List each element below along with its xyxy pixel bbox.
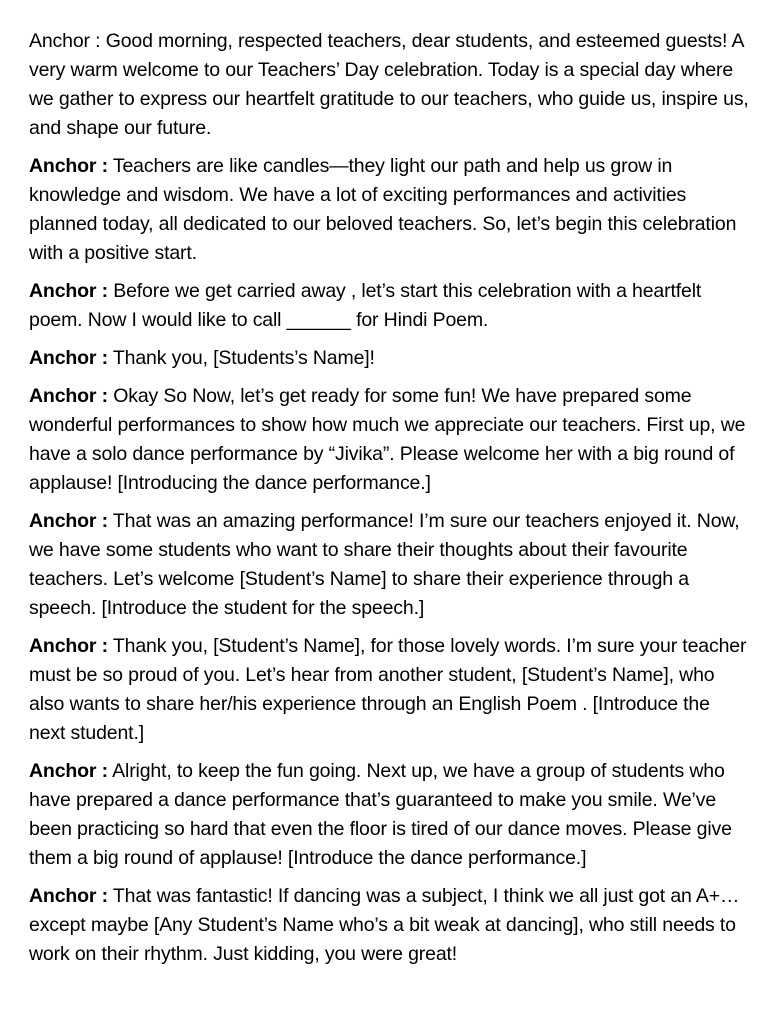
paragraph-6 <box>29 507 749 623</box>
speaker-label: Anchor : <box>29 30 101 52</box>
speaker-label: Anchor : <box>29 885 108 907</box>
speaker-label: Anchor : <box>29 280 108 302</box>
paragraph-9 <box>29 882 749 969</box>
speaker-label: Anchor : <box>29 347 108 369</box>
speaker-label: Anchor : <box>29 155 108 177</box>
paragraph-text: Okay So Now, let’s get ready for some fun! We have prepared some wonderful performances to show how much we appreciate our teachers. First up, we have a solo dance performance by “Jivika”. Please welcome her with a big round of applause! [Introducing the dance performance.] <box>29 385 746 494</box>
paragraph-text: Thank you, [Student’s Name], for those lovely words. I’m sure your teacher must be so proud of you. Let’s hear from another student, [Student’s Name], who also wants to share her/his experience through an English Poem . [Introduce the next student.] <box>29 635 747 744</box>
paragraph-text: Good morning, respected teachers, dear students, and esteemed guests! A very warm welcome to our Teachers’ Day celebration. Today is a special day where we gather to express our heartfelt gratitude to our teachers, who guide us, inspire us, and shape our future. <box>29 30 749 139</box>
paragraph-text: Teachers are like candles—they light our path and help us grow in knowledge and wisdom. We have a lot of exciting performances and activities planned today, all dedicated to our beloved teachers. So, let’s begin this celebration with a positive start. <box>29 155 737 264</box>
paragraph-5 <box>29 382 749 498</box>
paragraph-8 <box>29 757 749 873</box>
speaker-label: Anchor : <box>29 635 108 657</box>
speaker-label: Anchor : <box>29 760 108 782</box>
paragraph-text: That was fantastic! If dancing was a subject, I think we all just got an A+… except maybe [Any Student’s Name who’s a bit weak at dancing], who still needs to work on their rhythm. Just kidding, you were great! <box>29 885 740 965</box>
paragraph-4 <box>29 344 749 373</box>
paragraph-2 <box>29 152 749 268</box>
paragraph-1 <box>29 27 749 143</box>
paragraph-text: Thank you, [Students’s Name]! <box>107 347 375 369</box>
speaker-label: Anchor : <box>29 385 108 407</box>
paragraph-3 <box>29 277 749 335</box>
paragraph-text: Alright, to keep the fun going. Next up, we have a group of students who have prepared a dance performance that’s guaranteed to make you smile. We’ve been practicing so hard that even the floor is tired of our dance moves. Please give them a big round of applause! [Introduce the dance performance.] <box>29 760 732 869</box>
paragraph-text: That was an amazing performance! I’m sure our teachers enjoyed it. Now, we have some students who want to share their thoughts about their favourite teachers. Let’s welcome [Student’s Name] to share their experience through a speech. [Introduce the student for the speech.] <box>29 510 740 619</box>
document-page <box>29 27 749 978</box>
speaker-label: Anchor : <box>29 510 108 532</box>
paragraph-7 <box>29 632 749 748</box>
paragraph-text: Before we get carried away , let’s start this celebration with a heartfelt poem. Now I would like to call ______ for Hindi Poem. <box>29 280 702 331</box>
